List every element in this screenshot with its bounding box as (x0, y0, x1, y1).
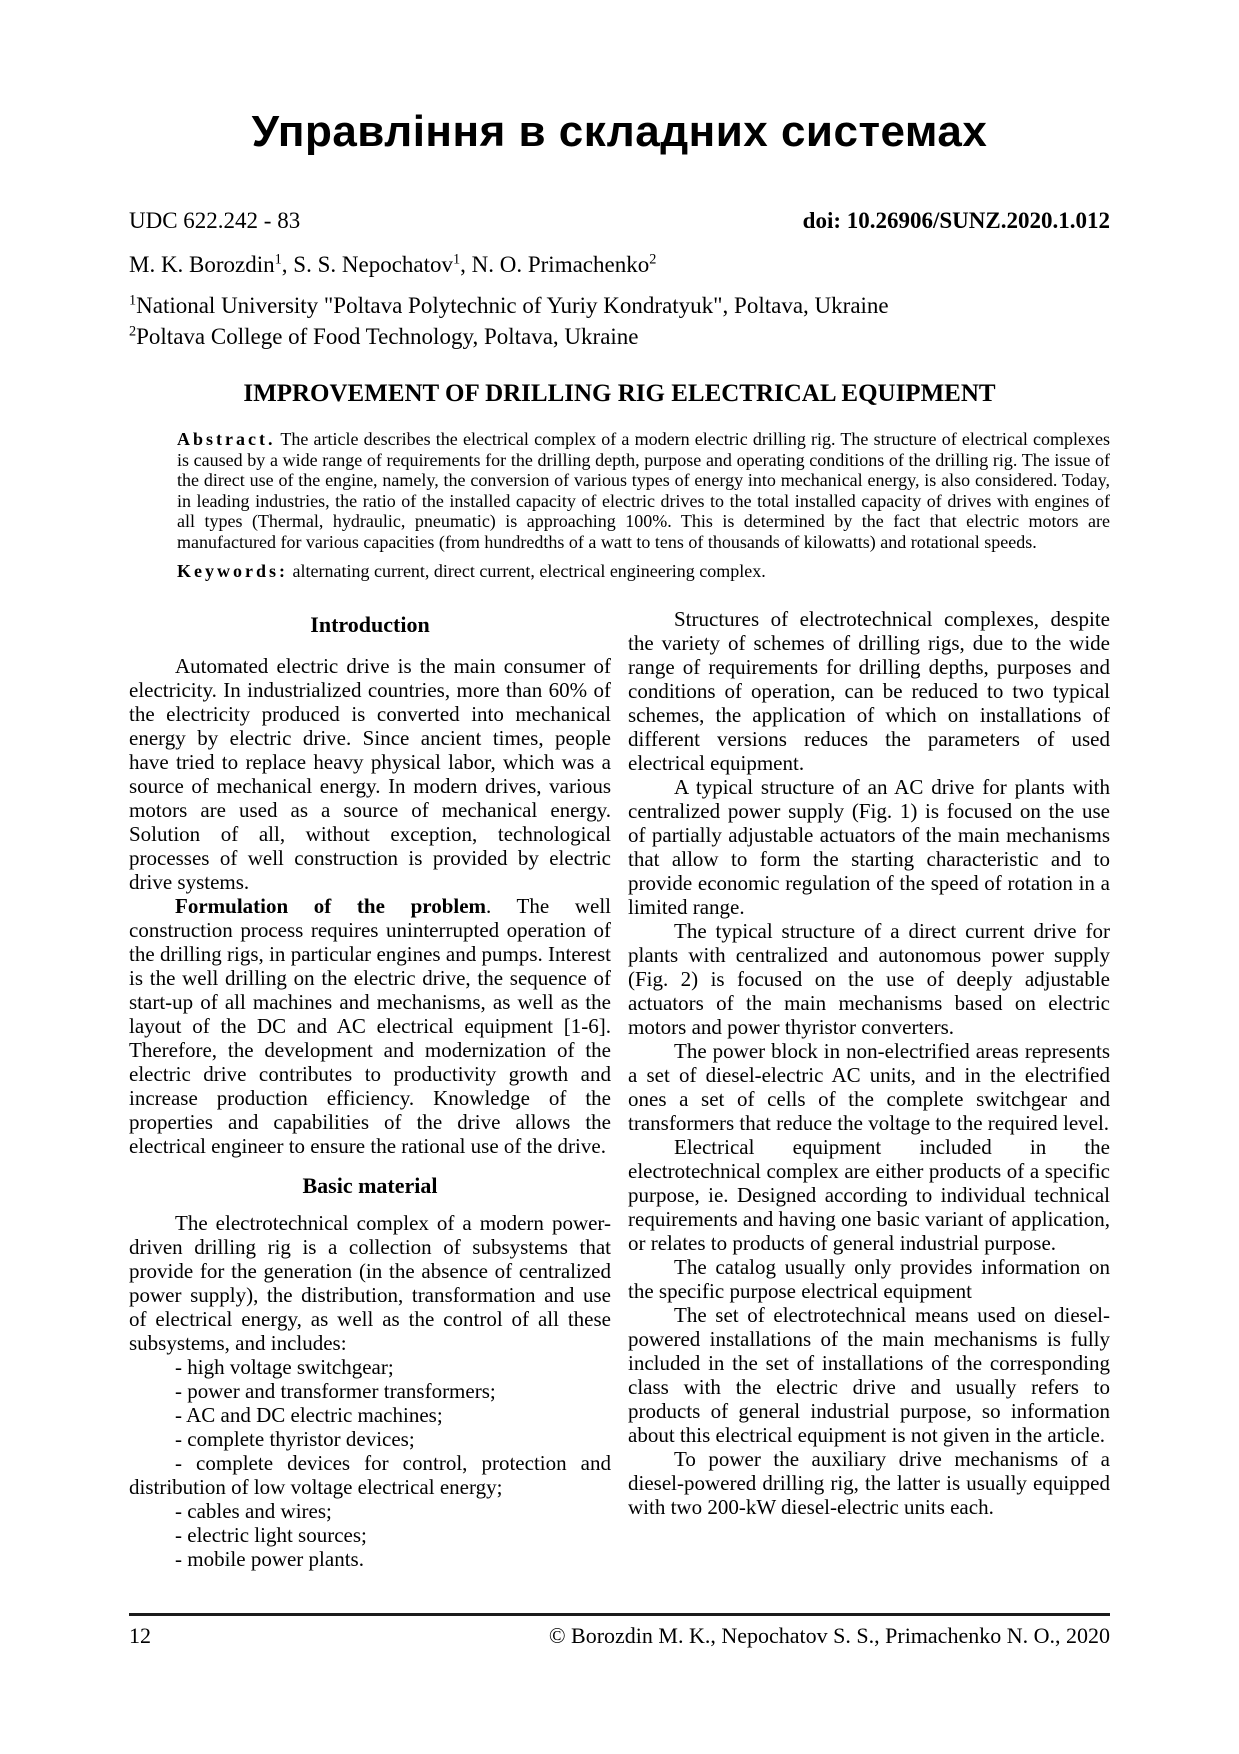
paragraph: The typical structure of a direct current drive for plants with centralized and autonomous power supply (Fig. 2) is focused on the use of deeply adjustable actuators of the main mechanisms based on electric motors and power thyristor converters. (628, 918, 1110, 1039)
paragraph: Formulation of the problem. The well construction process requires uninterrupted operation of the drilling rigs, in particular engines and pumps. Interest is the well drilling on the electric drive, the sequence of start-up of all machines and mechanisms, as well as the layout of the DC and AC electrical equipment [1-6]. Therefore, the development and modernization of the electric drive contributes to productivity growth and increase production efficiency. Knowledge of the properties and capabilities of the drive allows the electrical engineer to ensure the rational use of the drive. (129, 893, 611, 1158)
authors-line: M. K. Borozdin$^1$, S. S. Nepochatov$^1$, N. O. Primachenko$^2$ (129, 251, 657, 277)
left-column (129, 607, 611, 1571)
section-heading: Introduction (310, 611, 430, 637)
paragraph: The electrotechnical complex of a modern power-driven drilling rig is a collection of subsystems that provide for the generation (in the absence of centralized power supply), the distribution, transformation and use of electrical energy, as well as the control of all these subsystems, and includes: (129, 1210, 611, 1355)
paragraph: A typical structure of an AC drive for plants with centralized power supply (Fig. 1) is focused on the use of partially adjustable actuators of the main mechanisms that allow to form the starting characteristic and to provide economic regulation of the speed of rotation in a limited range. (628, 774, 1110, 919)
paragraph-lead: Formulation of the problem (175, 893, 487, 918)
paragraph: Structures of electrotechnical complexes, despite the variety of schemes of drilling rigs, due to the wide range of requirements for drilling depths, purposes and conditions of operation, can be reduced to two typical schemes, the application of which on installations of different versions reduces the parameters of used electrical equipment. (628, 606, 1110, 775)
abstract (177, 429, 1110, 552)
list-item: - mobile power plants. (175, 1546, 364, 1571)
list-item: - cables and wires; (175, 1498, 332, 1523)
copyright-line: © Borozdin M. K., Nepochatov S. S., Primachenko N. O., 2020 (548, 1623, 1110, 1648)
meta-row (129, 208, 1110, 234)
keywords (177, 561, 1110, 582)
paragraph: Electrical equipment included in the electrotechnical complex are either products of a specific purpose, ie. Designed according to individual technical requirements and having one basic variant of application, or relates to products of general industrial purpose. (628, 1134, 1110, 1255)
paragraph: The catalog usually only provides information on the specific purpose electrical equipment (628, 1254, 1110, 1303)
page-number: 12 (129, 1623, 151, 1648)
affiliation-1: $^1$National University "Poltava Polytechnic of Yuriy Kondratyuk", Poltava, Ukraine (129, 292, 889, 318)
paragraph: Automated electric drive is the main consumer of electricity. In industrialized countries, more than 60% of the electricity produced is converted into mechanical energy by electric drive. Since ancient times, people have tried to replace heavy physical labor, which was a source of mechanical energy. In modern drives, various motors are used as a source of mechanical energy. Solution of all, without exception, technological processes of well construction is provided by electric drive systems. (129, 653, 611, 894)
list-item: - AC and DC electric machines; (175, 1402, 443, 1427)
abstract-label: Abstract. (177, 429, 276, 449)
abstract-text: The article describes the electrical complex of a modern electric drilling rig. The structure of electrical complexes is caused by a wide range of requirements for the drilling depth, purpose and operating conditions of the drilling rig. The issue of the direct use of the engine, namely, the conversion of various types of energy into mechanical energy, is also considered. Today, in leading industries, the ratio of the installed capacity of electric drives to the total installed capacity of drives with engines of all types (Thermal, hydraulic, pneumatic) is approaching 100%. This is determined by the fact that electric motors are manufactured for various capacities (from hundredths of a watt to tens of thousands of kilowatts) and rotational speeds. (177, 429, 1110, 552)
superscript-marker: 1 (453, 251, 461, 268)
journal-title: Управління в складних системах (251, 107, 988, 156)
keywords-text: alternating current, direct current, electrical engineering complex. (288, 561, 766, 581)
superscript-marker: 1 (274, 251, 282, 268)
list-item: - high voltage switchgear; (175, 1354, 394, 1379)
list-item: - complete thyristor devices; (175, 1426, 415, 1451)
paragraph: To power the auxiliary drive mechanisms of a diesel-powered drilling rig, the latter is usually equipped with two 200-kW diesel-electric units each. (628, 1446, 1110, 1519)
udc-code: UDC 622.242 - 83 (129, 208, 301, 233)
page-footer (129, 1613, 1110, 1649)
article-title: IMPROVEMENT OF DRILLING RIG ELECTRICAL EQUIPMENT (243, 380, 996, 407)
right-column (628, 607, 1110, 1571)
list-item: - power and transformer transformers; (175, 1378, 496, 1403)
section-heading: Basic material (302, 1172, 438, 1198)
affiliation-2: $^2$Poltava College of Food Technology, Poltava, Ukraine (129, 323, 639, 349)
superscript-marker: 2 (129, 323, 137, 340)
affiliations (129, 290, 1110, 352)
superscript-marker: 1 (129, 292, 137, 309)
paragraph: The power block in non-electrified areas represents a set of diesel-electric AC units, and in the electrified ones a set of cells of the complete switchgear and transformers that reduce the voltage to the required level. (628, 1038, 1110, 1135)
superscript-marker: 2 (649, 251, 657, 268)
two-column-body (129, 607, 1110, 1571)
keywords-label: Keywords: (177, 561, 288, 581)
list-item: - complete devices for control, protection and distribution of low voltage electrical energy; (129, 1450, 611, 1499)
doi: doi: 10.26906/SUNZ.2020.1.012 (802, 208, 1110, 233)
list-item: - electric light sources; (175, 1522, 367, 1547)
paragraph: The set of electrotechnical means used on diesel-powered installations of the main mechanisms is fully included in the set of installations of the corresponding class with the electric drive and usually refers to products of general industrial purpose, so information about this electrical equipment is not given in the article. (628, 1302, 1110, 1447)
